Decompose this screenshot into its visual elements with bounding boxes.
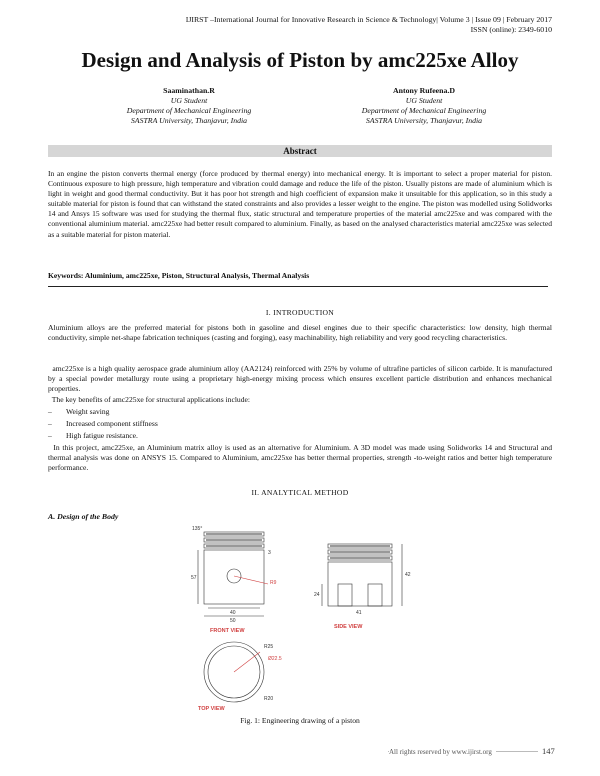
front-view-label: FRONT VIEW xyxy=(210,628,245,634)
bullet-text: High fatigue resistance. xyxy=(66,431,138,440)
keywords: Keywords: Aluminium, amc225xe, Piston, Structural Analysis, Thermal Analysis xyxy=(48,271,310,280)
intro-paragraph-1: Aluminium alloys are the preferred material for pistons both in gasoline and diesel engines due to their specific characteristics: low density, high thermal conductivity, simple net-shape fabrication techniques (casting and forging), easy machinability, high reliability and very good recycling characteristics. xyxy=(48,323,552,343)
keywords-divider xyxy=(48,286,548,287)
bullet-dash: – xyxy=(48,419,52,428)
bullet-item xyxy=(48,419,158,428)
dim-40: 40 xyxy=(230,610,236,616)
dim-3: 3 xyxy=(268,550,271,556)
front-view-rings xyxy=(206,533,262,547)
subsection-heading: A. Design of the Body xyxy=(48,512,119,521)
bullet-dash: – xyxy=(48,431,52,440)
dim-42: 42 xyxy=(405,572,411,578)
page-number: 147 xyxy=(538,746,559,756)
dim-chamfer: 135° xyxy=(192,526,203,532)
figure-caption: Fig. 1: Engineering drawing of a piston xyxy=(240,716,360,725)
intro-paragraph-2-text: amc225xe is a high quality aerospace grade aluminium alloy (AA2124) reinforced with 25% by volume of ultrafine particles of silicon carbide. It is manufactured by a special powder metallurgy route using a proprietary high-energy mixing process which ensures excellent particle distribution and enhances mechanical properties. xyxy=(48,364,552,394)
author-name: Antony Rufeena.D xyxy=(393,86,455,95)
engineering-drawing xyxy=(188,524,428,714)
dim-r20: R20 xyxy=(264,696,274,702)
author-affiliation: SASTRA University, Thanjavur, India xyxy=(130,116,248,125)
dim-41: 41 xyxy=(356,610,362,616)
dim-r25: R25 xyxy=(264,644,274,650)
side-view-label: SIDE VIEW xyxy=(334,624,363,630)
intro-paragraph-3 xyxy=(48,395,552,405)
bullet-item xyxy=(48,431,138,440)
bullet-text: Weight saving xyxy=(66,407,110,416)
intro-paragraph-4 xyxy=(48,443,552,474)
dim-50: 50 xyxy=(230,618,236,624)
intro-paragraph-3-text: The key benefits of amc225xe for structural applications include: xyxy=(51,395,251,404)
abstract-heading: Abstract xyxy=(48,145,552,157)
author-name: Saaminathan.R xyxy=(163,86,215,95)
section-heading-analytical: II. ANALYTICAL METHOD xyxy=(251,488,349,497)
side-view-rings xyxy=(330,545,390,559)
author-role: UG Student xyxy=(405,96,443,105)
author-dept: Department of Mechanical Engineering xyxy=(126,106,252,115)
bullet-item xyxy=(48,407,109,416)
issn-header: ISSN (online): 2349-6010 xyxy=(470,25,552,34)
author-affiliation: SASTRA University, Thanjavur, India xyxy=(365,116,483,125)
journal-header: IJIRST –International Journal for Innovative Research in Science & Technology| Volume 3 | Issue 09 | February 2017 xyxy=(185,15,552,24)
author-block-2 xyxy=(324,86,524,126)
bullet-dash: – xyxy=(48,407,52,416)
author-dept: Department of Mechanical Engineering xyxy=(361,106,487,115)
intro-paragraph-4-text: In this project, amc225xe, an Aluminium matrix alloy is used as an alternative for Aluminium. A 3D model was made using Solidworks 14 and Structural and thermal analysis was done on ANSYS 15. Compared to Aluminium, amc225xe has better thermal properties, strength -to-weight ratios and better high temperature performance. xyxy=(48,443,553,473)
dim-57: 57 xyxy=(191,575,197,581)
footer-rights: All rights reserved by www.ijirst.org xyxy=(389,748,496,756)
bullet-text: Increased component stiffness xyxy=(66,419,158,428)
author-block-1 xyxy=(89,86,289,126)
dim-24: 24 xyxy=(314,592,320,598)
paper-title: Design and Analysis of Piston by amc225xe Alloy xyxy=(81,48,519,72)
dim-diameter: Ø22.5 xyxy=(268,656,282,662)
dim-pin: R9 xyxy=(270,580,277,586)
author-role: UG Student xyxy=(170,96,208,105)
section-heading-introduction: I. INTRODUCTION xyxy=(265,308,335,317)
abstract-text: In an engine the piston converts thermal energy (force produced by thermal energy) into mechanical energy. It is important to select a proper material for piston. Continuous exposure to high pressure, high temperature and vibration could damage and reduce the life of the piston. Usually pistons are made of aluminium which is light in weight and good thermal conductivity. But it has poor hot strength and high coefficient of expansion make it unsuitable for this application, so in this study a suitable material for piston is found that can withstand the stated constraints and also provides a lesser weight to the engine. The piston was modelled using Solidworks 14 and Ansys 15 software was used for studying the thermal flux, static structural and temperature properties of the material amc225xe and was compared with the conventional aluminium material. amc225xe had better result compared to aluminium. Finally, as based on the analysed characteristics material amc225xe was selected as a suitable material for piston material. xyxy=(48,169,552,239)
intro-paragraph-2 xyxy=(48,364,552,395)
top-view-label: TOP VIEW xyxy=(198,706,225,712)
